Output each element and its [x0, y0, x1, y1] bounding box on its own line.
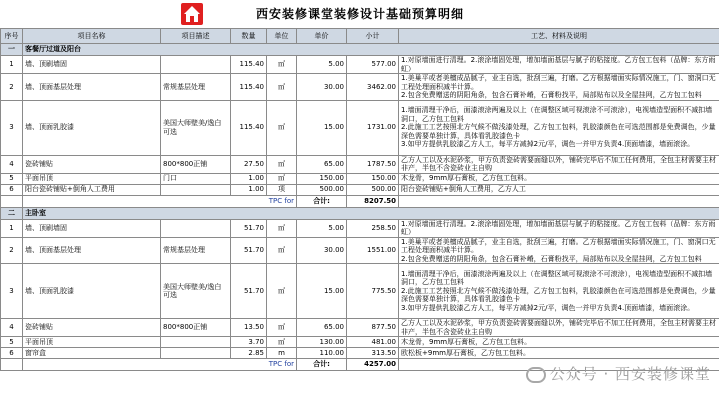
section-row: [1, 207, 719, 219]
table-row: [1, 173, 719, 184]
header-subtotal: 小计: [347, 29, 399, 44]
watermark-text: 公众号 · 西安装修课堂: [549, 365, 711, 383]
table-row: [1, 348, 719, 359]
table-row: [1, 264, 719, 319]
item-name: 墙、顶刷墙固: [23, 219, 161, 237]
item-description: 常规基层处理: [161, 237, 231, 264]
note-line: 1.对原墙面进行清理。2.滚涂墙固处理，增加墙面基层与腻子的粘接度。乙方包工包料（品牌：东方雨虹）: [401, 219, 716, 236]
section-total-row: [1, 195, 719, 207]
item-subtotal: 313.50: [347, 348, 399, 359]
item-description: 800*800正铺: [161, 319, 231, 337]
item-subtotal: 258.50: [347, 219, 399, 237]
total-spacer: [1, 359, 23, 371]
item-notes: [399, 337, 719, 348]
watermark: [526, 363, 711, 384]
header-no: 序号: [1, 29, 23, 44]
sum-value: 8207.50: [347, 195, 399, 207]
tpc-label: TPC for: [23, 359, 297, 371]
table-row: [1, 56, 719, 74]
row-no: 6: [1, 348, 23, 359]
item-description: [161, 219, 231, 237]
item-unit-price: 500.00: [297, 184, 347, 195]
total-notes-spacer: [399, 195, 719, 207]
header-quantity: 数量: [231, 29, 267, 44]
item-notes: [399, 237, 719, 264]
row-no: 3: [1, 100, 23, 155]
header-unit: 单位: [267, 29, 297, 44]
table-row: [1, 74, 719, 101]
item-unit-price: 150.00: [297, 173, 347, 184]
budget-table: [0, 28, 719, 371]
table-header-row: [1, 29, 719, 44]
note-line: 木龙骨，9mm厚石膏板，乙方包工包料。: [401, 174, 532, 183]
note-line: 乙方人工以及水泥砂浆，甲方负责瓷砖需要面缝以外，铺砖完毕后不加工任何费用，全包主材需要主材非产，半包不含瓷砖业主自购: [401, 155, 716, 172]
table-row: [1, 184, 719, 195]
item-unit-price: 30.00: [297, 74, 347, 101]
item-description: [161, 56, 231, 74]
item-unit: ㎡: [267, 237, 297, 264]
row-no: 6: [1, 184, 23, 195]
item-name: 墙、顶面乳胶漆: [23, 100, 161, 155]
table-row: [1, 155, 719, 173]
item-notes: [399, 184, 719, 195]
item-quantity: 1.00: [231, 184, 267, 195]
item-notes: [399, 74, 719, 101]
note-line: 欧松板+9mm厚石膏板，乙方包工包料。: [401, 348, 530, 357]
item-notes: [399, 264, 719, 319]
wechat-logo-icon: [526, 367, 546, 383]
note-line: 3.如甲方提供乳胶漆乙方人工，每平方减掉2元/平，调色一并甲方负责4.顶面墙漆，墙面滚涂。: [401, 140, 695, 149]
item-quantity: 27.50: [231, 155, 267, 173]
note-line: 1.对原墙面进行清理。2.滚涂墙固处理，增加墙面基层与腻子的粘接度。乙方包工包料（品牌：东方雨虹）: [401, 56, 716, 73]
sum-label: 合计:: [297, 359, 347, 371]
item-name: 墙、顶面乳胶漆: [23, 264, 161, 319]
header-unit-price: 单价: [297, 29, 347, 44]
item-name: 平面吊顶: [23, 173, 161, 184]
house-logo-icon: [181, 3, 203, 25]
section-row: [1, 44, 719, 56]
table-row: [1, 100, 719, 155]
item-unit-price: 30.00: [297, 237, 347, 264]
item-unit: ㎡: [267, 337, 297, 348]
item-unit: ㎡: [267, 155, 297, 173]
header-notes: 工艺、材料及说明: [399, 29, 719, 44]
row-no: 2: [1, 237, 23, 264]
document-title: 西安装修课堂装修设计基础预算明细: [255, 7, 464, 21]
note-line: 2.包含免费赠送的阴阳角条，包含石膏补嵴，石膏粉找平，局部贴布以及全屋挂网，乙方包工包料: [401, 254, 702, 263]
section-name: 客餐厅过道及阳台: [23, 44, 719, 56]
item-unit-price: 110.00: [297, 348, 347, 359]
item-description: [161, 184, 231, 195]
item-notes: [399, 319, 719, 337]
row-no: 1: [1, 56, 23, 74]
item-unit: 项: [267, 184, 297, 195]
row-no: 5: [1, 173, 23, 184]
item-unit: m: [267, 348, 297, 359]
item-unit: ㎡: [267, 74, 297, 101]
header-item-name: 项目名称: [23, 29, 161, 44]
item-unit: ㎡: [267, 173, 297, 184]
item-unit-price: 65.00: [297, 155, 347, 173]
item-quantity: 13.50: [231, 319, 267, 337]
table-row: [1, 219, 719, 237]
item-description: 门口: [161, 173, 231, 184]
section-no: 二: [1, 207, 23, 219]
row-no: 4: [1, 319, 23, 337]
item-subtotal: 481.00: [347, 337, 399, 348]
item-description: 800*800正铺: [161, 155, 231, 173]
note-line: 乙方人工以及水泥砂浆，甲方负责瓷砖需要面缝以外，铺砖完毕后不加工任何费用，全包主材需要主材非产，半包不含瓷砖业主自购: [401, 319, 716, 336]
tpc-label: TPC for: [23, 195, 297, 207]
item-notes: [399, 56, 719, 74]
item-unit: ㎡: [267, 56, 297, 74]
item-unit-price: 15.00: [297, 264, 347, 319]
item-unit: ㎡: [267, 319, 297, 337]
note-line: 2.包含免费赠送的阴阳角条，包含石膏补嵴，石膏粉找平，局部贴布以及全屋挂网，乙方包工包料: [401, 91, 702, 99]
item-description: [161, 337, 231, 348]
title-bar: [0, 0, 719, 28]
item-description: 美国大师壁美/逸白可选: [161, 100, 231, 155]
total-spacer: [1, 195, 23, 207]
item-quantity: 51.70: [231, 237, 267, 264]
item-notes: [399, 100, 719, 155]
sum-value: 4257.00: [347, 359, 399, 371]
table-row: [1, 319, 719, 337]
item-subtotal: 1787.50: [347, 155, 399, 173]
item-quantity: 115.40: [231, 56, 267, 74]
item-subtotal: 877.50: [347, 319, 399, 337]
item-name: 平面吊顶: [23, 337, 161, 348]
row-no: 1: [1, 219, 23, 237]
row-no: 5: [1, 337, 23, 348]
note-line: 1.墙面清理干净后，面漆滚涂两遍及以上（在调整区域可视滚涂不可滚涂），电视墙造型面积不减扣墙洞口，乙方包工包料: [401, 106, 713, 123]
item-quantity: 2.85: [231, 348, 267, 359]
item-unit: ㎡: [267, 219, 297, 237]
item-description: 常规基层处理: [161, 74, 231, 101]
item-quantity: 1.00: [231, 173, 267, 184]
note-line: 1.墙面清理干净后，面漆滚涂两遍及以上（在调整区域可视滚涂不可滚涂），电视墙造型面积不减扣墙洞口，乙方包工包料: [401, 269, 713, 287]
item-notes: [399, 219, 719, 237]
item-quantity: 115.40: [231, 74, 267, 101]
item-notes: [399, 348, 719, 359]
item-subtotal: 775.50: [347, 264, 399, 319]
item-subtotal: 500.00: [347, 184, 399, 195]
note-line: 2.此施工工艺按照北方气候不做浅漆处理，乙方包工包料，乳胶漆颜色在可选范围都是免费调色，少量深色需要单独计算，具体看乳胶漆色卡: [401, 123, 716, 140]
item-unit-price: 65.00: [297, 319, 347, 337]
item-quantity: 115.40: [231, 100, 267, 155]
row-no: 2: [1, 74, 23, 101]
note-line: 木龙骨，9mm厚石膏板，乙方包工包料。: [401, 337, 532, 346]
section-no: 一: [1, 44, 23, 56]
item-unit-price: 15.00: [297, 100, 347, 155]
item-name: 窗帘盒: [23, 348, 161, 359]
item-unit-price: 130.00: [297, 337, 347, 348]
item-description: [161, 348, 231, 359]
item-quantity: 3.70: [231, 337, 267, 348]
table-row: [1, 237, 719, 264]
item-unit-price: 5.00: [297, 219, 347, 237]
table-row: [1, 337, 719, 348]
note-line: 3.如甲方提供乳胶漆乙方人工，每平方减掉2元/平，调色一并甲方负责4.顶面墙漆，墙面滚涂。: [401, 303, 695, 312]
item-name: 墙、顶面基层处理: [23, 237, 161, 264]
note-line: 2.此施工工艺按照北方气候不做浅漆处理，乙方包工包料，乳胶漆颜色在可选范围都是免费调色，少量深色需要单独计算，具体看乳胶漆色卡: [401, 286, 716, 304]
item-name: 墙、顶面基层处理: [23, 74, 161, 101]
section-name: 主卧室: [23, 207, 719, 219]
header-description: 项目描述: [161, 29, 231, 44]
item-subtotal: 1551.00: [347, 237, 399, 264]
note-line: 1.美巢平或者美檀成品腻子，业主自选，批刮三遍，打磨。乙方根据墙面实际情况施工，门、窗洞口无工程处理面积减半计算。: [401, 237, 716, 254]
item-notes: [399, 173, 719, 184]
note-line: 阳台瓷砖铺贴+倒角人工费用，乙方人工: [401, 185, 526, 194]
item-quantity: 51.70: [231, 219, 267, 237]
item-subtotal: 150.00: [347, 173, 399, 184]
item-subtotal: 577.00: [347, 56, 399, 74]
item-unit: ㎡: [267, 100, 297, 155]
item-name: 瓷砖铺贴: [23, 319, 161, 337]
item-name: 墙、顶刷墙固: [23, 56, 161, 74]
sum-label: 合计:: [297, 195, 347, 207]
item-name: 瓷砖铺贴: [23, 155, 161, 173]
item-subtotal: 3462.00: [347, 74, 399, 101]
item-unit: ㎡: [267, 264, 297, 319]
row-no: 4: [1, 155, 23, 173]
item-subtotal: 1731.00: [347, 100, 399, 155]
note-line: 1.美巢平或者美檀成品腻子，业主自选，批刮三遍，打磨。乙方根据墙面实际情况施工，门、窗洞口无工程处理面积减半计算。: [401, 74, 716, 91]
item-quantity: 51.70: [231, 264, 267, 319]
item-description: 美国大师壁美/逸白可选: [161, 264, 231, 319]
item-name: 阳台瓷砖铺贴+倒角人工费用: [23, 184, 161, 195]
row-no: 3: [1, 264, 23, 319]
item-unit-price: 5.00: [297, 56, 347, 74]
item-notes: [399, 155, 719, 173]
